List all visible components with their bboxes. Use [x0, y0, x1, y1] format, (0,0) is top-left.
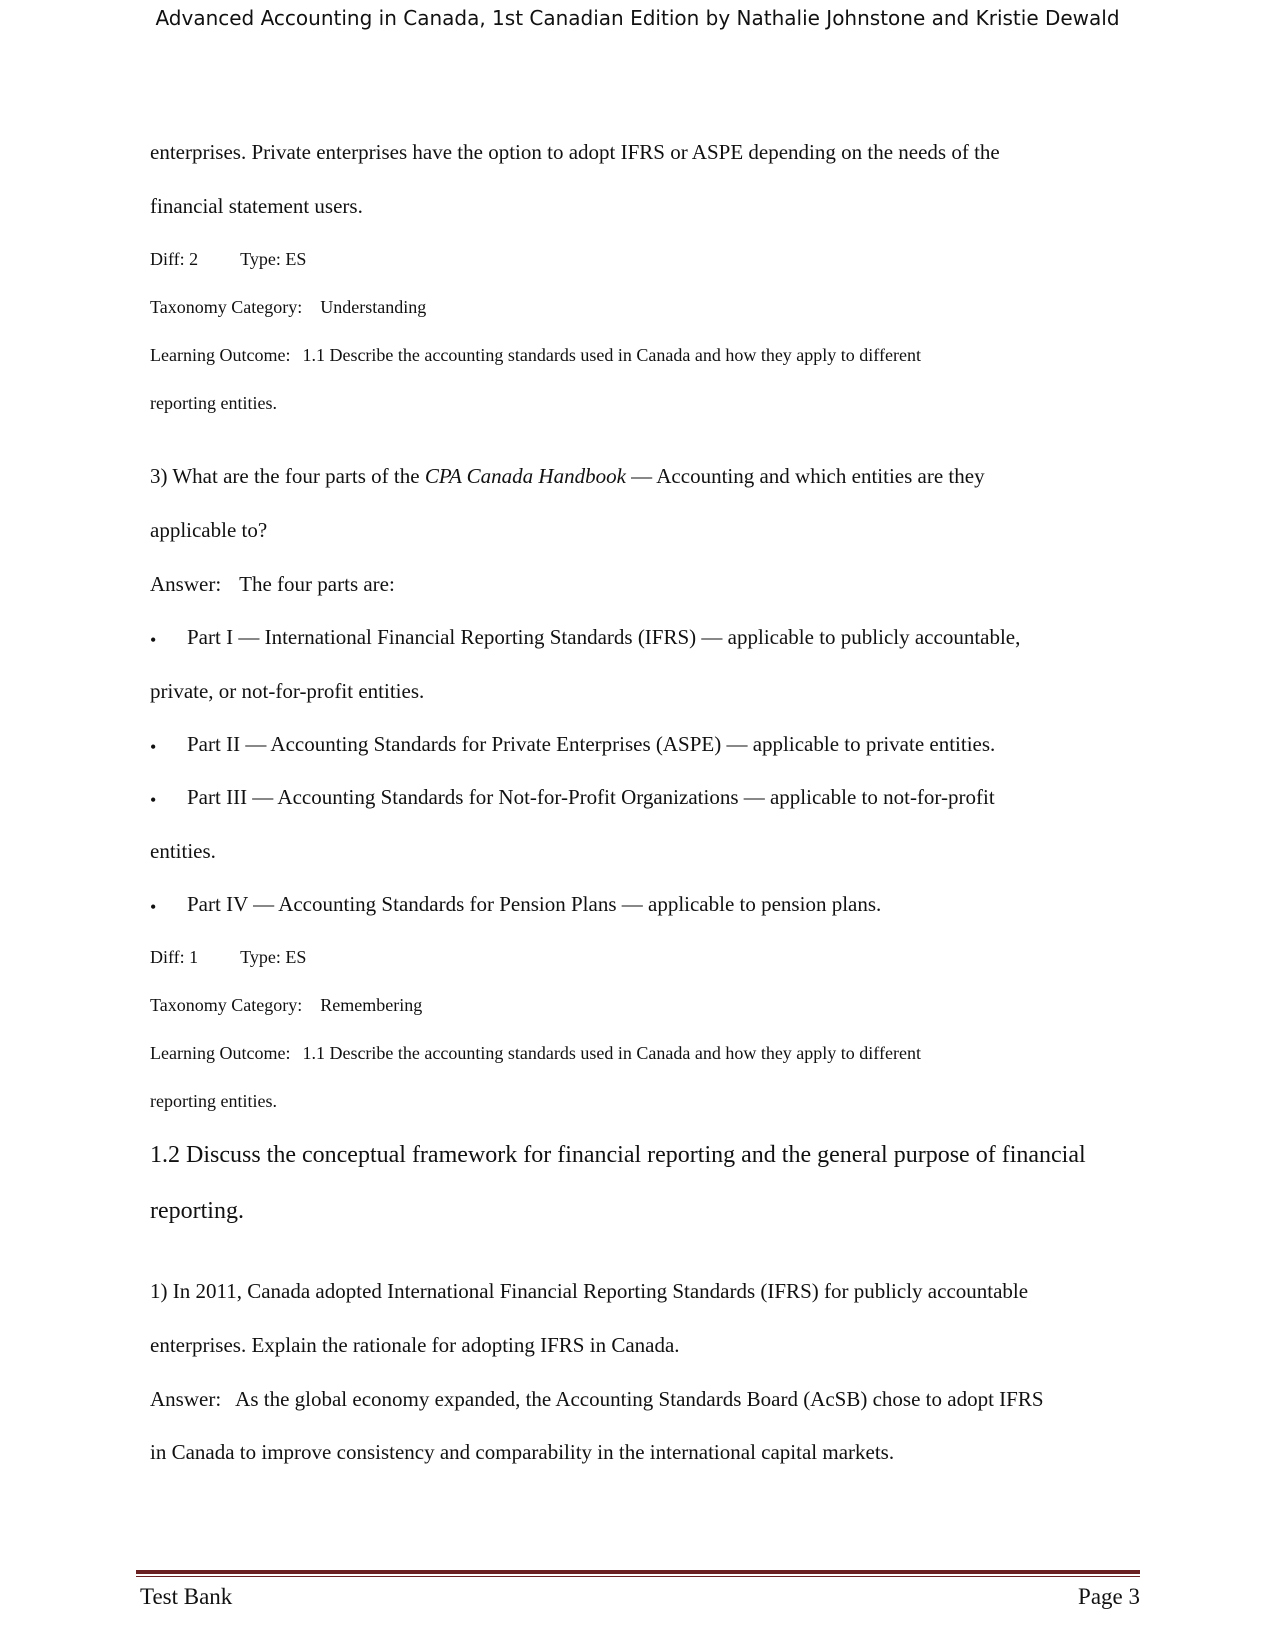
footer-page-number: Page 3 [1078, 1584, 1140, 1609]
diff-label: Diff: 1 [150, 947, 199, 967]
footer-left: Test Bank [140, 1584, 233, 1609]
q3-learning-outcome-cont: reporting entities. [150, 1091, 277, 1111]
footer-rule-thick [136, 1570, 1140, 1574]
handbook-title: CPA Canada Handbook [424, 464, 626, 488]
outcome-value: 1.1 Describe the accounting standards used in Canada and how they apply to different [302, 345, 921, 365]
taxonomy-value: Understanding [320, 297, 427, 317]
q3-taxonomy [150, 996, 422, 1014]
type-label: Type: ES [240, 249, 307, 269]
bullet-4-text: Part IV — Accounting Standards for Pension Plans — applicable to pension plans. [187, 892, 882, 916]
q3-question-line-1: 3) What are the four parts of the CPA Canada Handbook — Accounting and which entities are they [150, 464, 985, 488]
bullet-4: • [150, 897, 157, 917]
q1-question-line-2: enterprises. Explain the rationale for adopting IFRS in Canada. [150, 1333, 680, 1357]
outcome-label: Learning Outcome: [150, 1043, 291, 1063]
prev-meta-diff-type [150, 250, 306, 268]
prev-taxonomy [150, 298, 426, 316]
type-label: Type: ES [240, 947, 307, 967]
bullet-3: • [150, 790, 157, 810]
prev-learning-outcome [150, 346, 921, 364]
outcome-label: Learning Outcome: [150, 345, 291, 365]
q3-question-line-2: applicable to? [150, 518, 268, 542]
taxonomy-value: Remembering [320, 995, 423, 1015]
answer-text: The four parts are: [239, 572, 395, 596]
taxonomy-label: Taxonomy Category: [150, 995, 303, 1015]
answer-label: Answer: [150, 572, 222, 596]
q1-question-line-1: 1) In 2011, Canada adopted International Financial Reporting Standards (IFRS) for publicly accountable [150, 1279, 1029, 1303]
diff-label: Diff: 2 [150, 249, 199, 269]
prev-answer-line-2: financial statement users. [150, 194, 363, 218]
bullet-2-text: Part II — Accounting Standards for Private Enterprises (ASPE) — applicable to private entities. [187, 732, 996, 756]
answer-label: Answer: [150, 1387, 222, 1411]
prev-answer-line-1: enterprises. Private enterprises have the option to adopt IFRS or ASPE depending on the needs of the [150, 140, 1000, 164]
section-heading-line-2: reporting. [150, 1198, 244, 1224]
running-header: Advanced Accounting in Canada, 1st Canadian Edition by Nathalie Johnstone and Kristie Dewald [155, 6, 1120, 30]
answer-text: As the global economy expanded, the Accounting Standards Board (AcSB) chose to adopt IFRS [235, 1387, 1044, 1411]
outcome-value: 1.1 Describe the accounting standards used in Canada and how they apply to different [302, 1043, 921, 1063]
bullet-1: • [150, 630, 157, 650]
q3-answer [150, 574, 395, 595]
bullet-2: • [150, 737, 157, 757]
bullet-1-cont: private, or not-for-profit entities. [150, 679, 425, 703]
q3-meta-diff-type [150, 948, 306, 966]
q1-answer-line-1 [150, 1389, 1044, 1410]
q3-learning-outcome [150, 1044, 921, 1062]
prev-learning-outcome-cont: reporting entities. [150, 393, 277, 413]
section-heading-line-1: 1.2 Discuss the conceptual framework for financial reporting and the general purpose of financial [150, 1142, 1086, 1168]
bullet-3-cont: entities. [150, 839, 216, 863]
bullet-3-text: Part III — Accounting Standards for Not-for-Profit Organizations — applicable to not-for-profit [187, 785, 995, 809]
bullet-1-text: Part I — International Financial Reporting Standards (IFRS) — applicable to publicly accountable, [187, 625, 1021, 649]
footer-rule-thin [136, 1576, 1140, 1577]
q1-answer-line-2: in Canada to improve consistency and comparability in the international capital markets. [150, 1440, 895, 1464]
taxonomy-label: Taxonomy Category: [150, 297, 303, 317]
